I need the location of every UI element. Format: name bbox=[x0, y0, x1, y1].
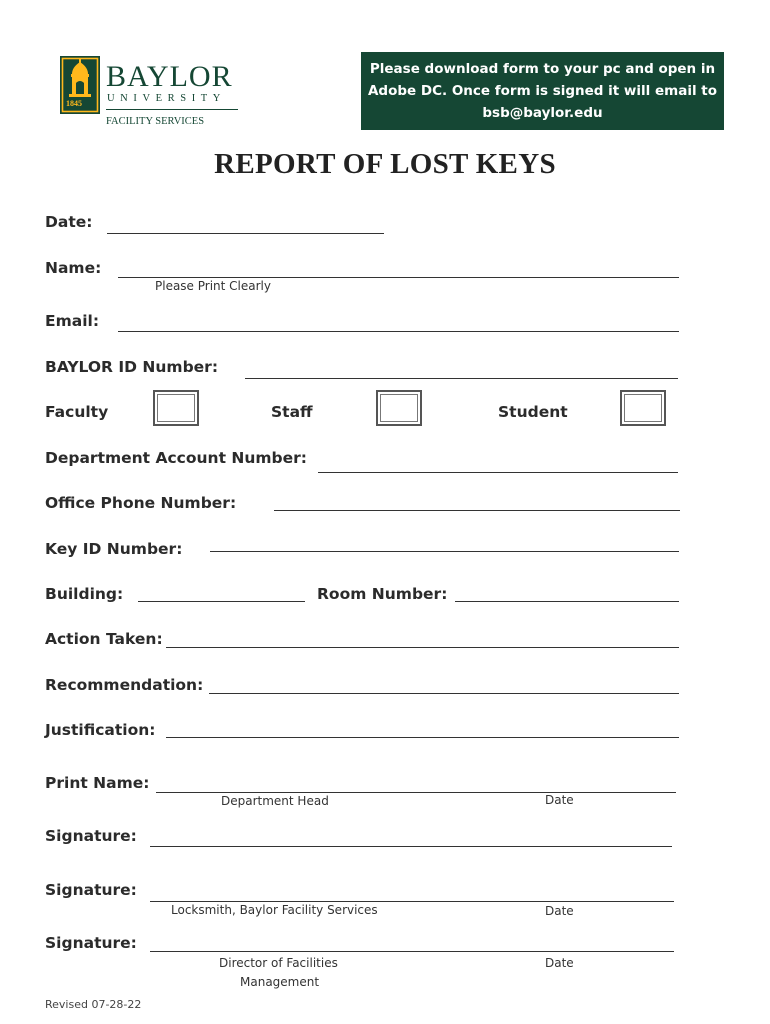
notice-line-3: bsb@baylor.edu bbox=[482, 105, 603, 121]
email-field[interactable] bbox=[118, 331, 679, 332]
name-label: Name: bbox=[45, 259, 102, 277]
faculty-label: Faculty bbox=[45, 403, 109, 421]
recommendation-field[interactable] bbox=[209, 693, 679, 694]
name-hint: Please Print Clearly bbox=[155, 279, 271, 293]
dept-account-field[interactable] bbox=[318, 472, 678, 473]
office-phone-label: Office Phone Number: bbox=[45, 494, 237, 512]
logo-year: 1845 bbox=[66, 99, 82, 108]
signature-label-2: Signature: bbox=[45, 881, 137, 899]
justification-field[interactable] bbox=[166, 737, 679, 738]
logo-university-word: UNIVERSITY bbox=[107, 93, 226, 104]
notice-line-2: Adobe DC. Once form is signed it will email to bbox=[367, 83, 718, 99]
date-field[interactable] bbox=[107, 233, 384, 234]
signature-label-3: Signature: bbox=[45, 934, 137, 952]
email-label: Email: bbox=[45, 312, 100, 330]
print-name-field[interactable] bbox=[156, 792, 676, 793]
locksmith-caption: Locksmith, Baylor Facility Services bbox=[171, 903, 378, 917]
logo-department: FACILITY SERVICES bbox=[106, 116, 205, 127]
office-phone-field[interactable] bbox=[274, 510, 680, 511]
form-title: REPORT OF LOST KEYS bbox=[214, 148, 556, 180]
logo-divider bbox=[106, 109, 238, 110]
justification-label: Justification: bbox=[45, 721, 156, 739]
baylor-id-label: BAYLOR ID Number: bbox=[45, 358, 219, 376]
building-field[interactable] bbox=[138, 601, 305, 602]
print-name-label: Print Name: bbox=[45, 774, 150, 792]
date-label: Date: bbox=[45, 213, 93, 231]
director-caption-line-1: Director of Facilities bbox=[219, 956, 338, 970]
student-label: Student bbox=[498, 403, 568, 421]
building-label: Building: bbox=[45, 585, 124, 603]
dept-account-label: Department Account Number: bbox=[45, 449, 307, 467]
baylor-id-field[interactable] bbox=[245, 378, 678, 379]
action-field[interactable] bbox=[166, 647, 679, 648]
room-label: Room Number: bbox=[317, 585, 448, 603]
notice-line-1: Please download form to your pc and open in bbox=[369, 61, 716, 77]
key-id-field[interactable] bbox=[210, 551, 679, 552]
room-field[interactable] bbox=[455, 601, 679, 602]
action-label: Action Taken: bbox=[45, 630, 163, 648]
signature-field-1[interactable] bbox=[150, 846, 672, 847]
student-checkbox[interactable] bbox=[620, 390, 666, 426]
faculty-checkbox[interactable] bbox=[153, 390, 199, 426]
signature-field-3[interactable] bbox=[150, 951, 674, 952]
key-id-label: Key ID Number: bbox=[45, 540, 183, 558]
director-caption-line-2: Management bbox=[240, 975, 320, 989]
baylor-logo bbox=[58, 52, 243, 132]
signature-field-2[interactable] bbox=[150, 901, 674, 902]
date-caption-1: Date bbox=[545, 793, 574, 807]
signature-label-1: Signature: bbox=[45, 827, 137, 845]
date-caption-2: Date bbox=[545, 904, 574, 918]
download-notice bbox=[361, 52, 724, 130]
dept-head-caption: Department Head bbox=[221, 794, 329, 808]
recommendation-label: Recommendation: bbox=[45, 676, 204, 694]
revised-date: Revised 07-28-22 bbox=[45, 998, 142, 1011]
date-caption-3: Date bbox=[545, 956, 574, 970]
name-field[interactable] bbox=[118, 277, 679, 278]
staff-label: Staff bbox=[271, 403, 313, 421]
staff-checkbox[interactable] bbox=[376, 390, 422, 426]
logo-university-name: BAYLOR bbox=[106, 60, 233, 93]
